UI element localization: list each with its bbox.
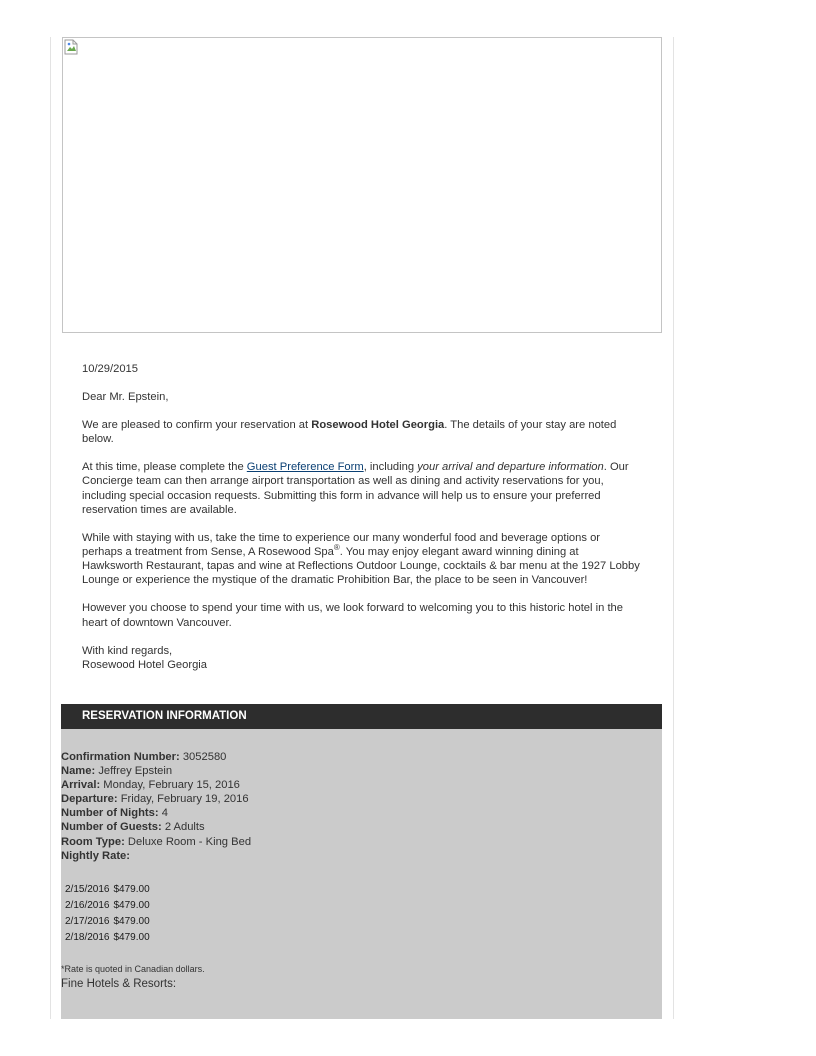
paragraph-text: . The details of your stay are noted below.	[82, 419, 617, 446]
field-label: Number of Nights:	[61, 807, 159, 820]
field-label: Number of Guests:	[61, 821, 162, 834]
closing: With kind regards,	[82, 644, 173, 657]
rate-amount: $479.00	[113, 884, 150, 895]
field-label: Nightly Rate:	[61, 849, 130, 862]
paragraph-text: , including	[363, 461, 418, 474]
field-value: Friday, February 19, 2016	[120, 793, 249, 806]
field-nightly-rate	[61, 849, 251, 863]
field-label: Departure:	[61, 793, 118, 806]
rate-row	[65, 914, 150, 930]
letter-date: 10/29/2015	[82, 363, 138, 375]
field-name	[61, 764, 251, 778]
field-value: 2 Adults	[164, 821, 205, 834]
letter-greeting: Dear Mr. Epstein,	[82, 391, 169, 403]
rate-amount: $479.00	[113, 932, 150, 943]
field-confirmation-number	[61, 750, 251, 764]
rate-date: 2/17/2016	[65, 916, 110, 927]
rate-amount: $479.00	[113, 916, 150, 927]
field-label: Confirmation Number:	[61, 751, 180, 763]
field-label: Room Type:	[61, 835, 125, 848]
field-number-of-nights	[61, 806, 251, 820]
rate-row	[65, 898, 150, 914]
paragraph-text: While with staying with us, take the time to experience our many wonderful food and beverage options or perhaps a treatment from Sense, A Rosewood Spa	[82, 531, 601, 559]
paragraph-confirmation	[82, 418, 642, 446]
fine-hotels-resorts-label: Fine Hotels & Resorts:	[61, 978, 177, 990]
letter-body	[82, 362, 642, 672]
rate-currency-note: *Rate is quoted in Canadian dollars.	[61, 964, 205, 974]
signature: Rosewood Hotel Georgia	[82, 658, 207, 671]
field-label: Arrival:	[61, 779, 101, 792]
rate-date: 2/16/2016	[65, 900, 110, 911]
guest-preference-form-link[interactable]: Guest Preference Form	[246, 461, 364, 474]
field-departure	[61, 792, 251, 806]
paragraph-text: At this time, please complete the	[82, 461, 247, 474]
paragraph-text: . You may enjoy elegant award winning dining at Hawksworth Restaurant, tapas and wine at Reflections Outdoor Lounge, cocktails & bar menu at the 1927 Lobby Lounge or experience the mystique of the dramatic Prohibition Bar, the place to be seen in Vancouver!	[82, 546, 640, 587]
field-value: Monday, February 15, 2016	[103, 779, 240, 792]
letter-signoff	[82, 644, 642, 672]
registered-mark: ®	[333, 543, 340, 553]
field-arrival	[61, 778, 251, 792]
field-room-type	[61, 835, 251, 849]
field-value: 3052580	[182, 751, 227, 763]
field-value: 4	[161, 807, 168, 820]
field-value: Jeffrey Epstein	[98, 765, 173, 778]
emphasis-text: your arrival and departure information	[417, 461, 604, 474]
rate-row	[65, 930, 150, 946]
nightly-rates-list	[65, 882, 150, 946]
paragraph-text: . Our Concierge team can then arrange airport transportation as well as dining and activity reservations for you, including special occasion requests. Submitting this form in advance will help us to ensure your preferred reservation times are available.	[82, 461, 629, 516]
field-label: Name:	[61, 765, 96, 778]
paragraph-text: We are pleased to confirm your reservation at	[82, 419, 312, 431]
reservation-details-panel	[61, 729, 662, 1019]
paragraph-welcome: However you choose to spend your time with us, we look forward to welcoming you to this historic hotel in the heart of downtown Vancouver.	[82, 602, 623, 629]
reservation-fields	[61, 750, 251, 863]
rate-date: 2/18/2016	[65, 932, 110, 943]
hero-image	[62, 37, 662, 333]
paragraph-dining	[82, 531, 642, 588]
hotel-name: Rosewood Hotel Georgia	[311, 419, 445, 431]
field-number-of-guests	[61, 820, 251, 834]
rate-date: 2/15/2016	[65, 884, 110, 895]
rate-amount: $479.00	[113, 900, 150, 911]
field-value: Deluxe Room - King Bed	[127, 835, 252, 848]
paragraph-preference-form	[82, 460, 642, 517]
reservation-header: RESERVATION INFORMATION	[61, 704, 662, 729]
rate-row	[65, 882, 150, 898]
broken-image-icon	[64, 39, 78, 55]
